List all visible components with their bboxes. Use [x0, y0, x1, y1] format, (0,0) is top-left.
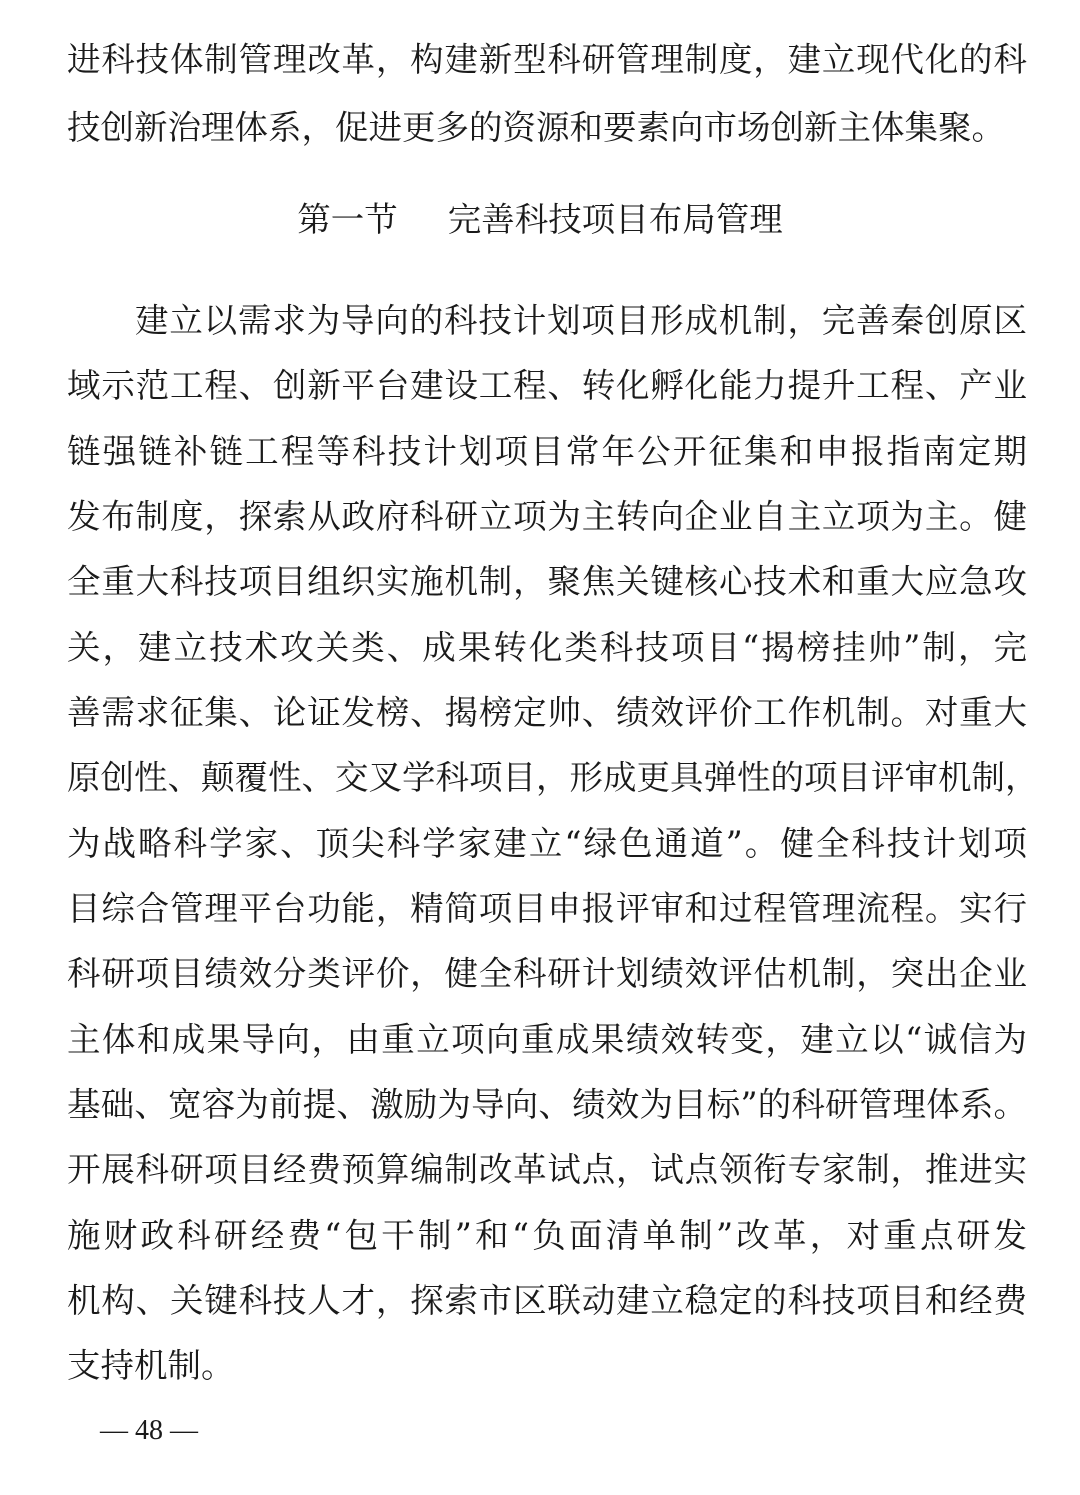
intro-line-1: 进科技体制管理改革，构建新型科研管理制度，建立现代化的科: [67, 40, 1027, 79]
paragraph-line-14: 开展科研项目经费预算编制改革试点，试点领衔专家制，推进实: [67, 1150, 1027, 1189]
paragraph-line-10: 目综合管理平台功能，精简项目申报评审和过程管理流程。实行: [67, 889, 1027, 928]
intro-line-2: 技创新治理体系，促进更多的资源和要素向市场创新主体集聚。: [67, 108, 1005, 147]
page-number: — 48 —: [100, 1415, 198, 1446]
paragraph-line-3: 链强链补链工程等科技计划项目常年公开征集和申报指南定期: [67, 432, 1027, 471]
paragraph-line-1: 建立以需求为导向的科技计划项目形成机制，完善秦创原区: [135, 301, 1027, 340]
paragraph-line-9: 为战略科学家、顶尖科学家建立“绿色通道”。健全科技计划项: [67, 824, 1027, 863]
paragraph-line-8: 原创性、颠覆性、交叉学科项目，形成更具弹性的项目评审机制，: [67, 758, 1039, 797]
paragraph-line-5: 全重大科技项目组织实施机制，聚焦关键核心技术和重大应急攻: [67, 562, 1027, 601]
section-heading: [0, 200, 1080, 240]
paragraph-line-7: 善需求征集、论证发榜、揭榜定帅、绩效评价工作机制。对重大: [67, 693, 1027, 732]
paragraph-line-4: 发布制度，探索从政府科研立项为主转向企业自主立项为主。健: [67, 497, 1027, 536]
paragraph-line-12: 主体和成果导向，由重立项向重成果绩效转变，建立以“诚信为: [67, 1020, 1027, 1059]
paragraph-line-6: 关，建立技术攻关类、成果转化类科技项目“揭榜挂帅”制，完: [67, 628, 1027, 667]
section-title: 完善科技项目布局管理: [447, 200, 783, 239]
paragraph-line-16: 机构、关键科技人才，探索市区联动建立稳定的科技项目和经费: [67, 1281, 1027, 1320]
paragraph-line-11: 科研项目绩效分类评价，健全科研计划绩效评估机制，突出企业: [67, 954, 1027, 993]
paragraph-line-13: 基础、宽容为前提、激励为导向、绩效为目标”的科研管理体系。: [67, 1085, 1027, 1124]
paragraph-line-2: 域示范工程、创新平台建设工程、转化孵化能力提升工程、产业: [67, 366, 1027, 405]
section-number: 第一节: [297, 200, 398, 239]
paragraph-line-15: 施财政科研经费“包干制”和“负面清单制”改革，对重点研发: [67, 1216, 1027, 1255]
paragraph-line-17: 支持机制。: [67, 1346, 235, 1385]
